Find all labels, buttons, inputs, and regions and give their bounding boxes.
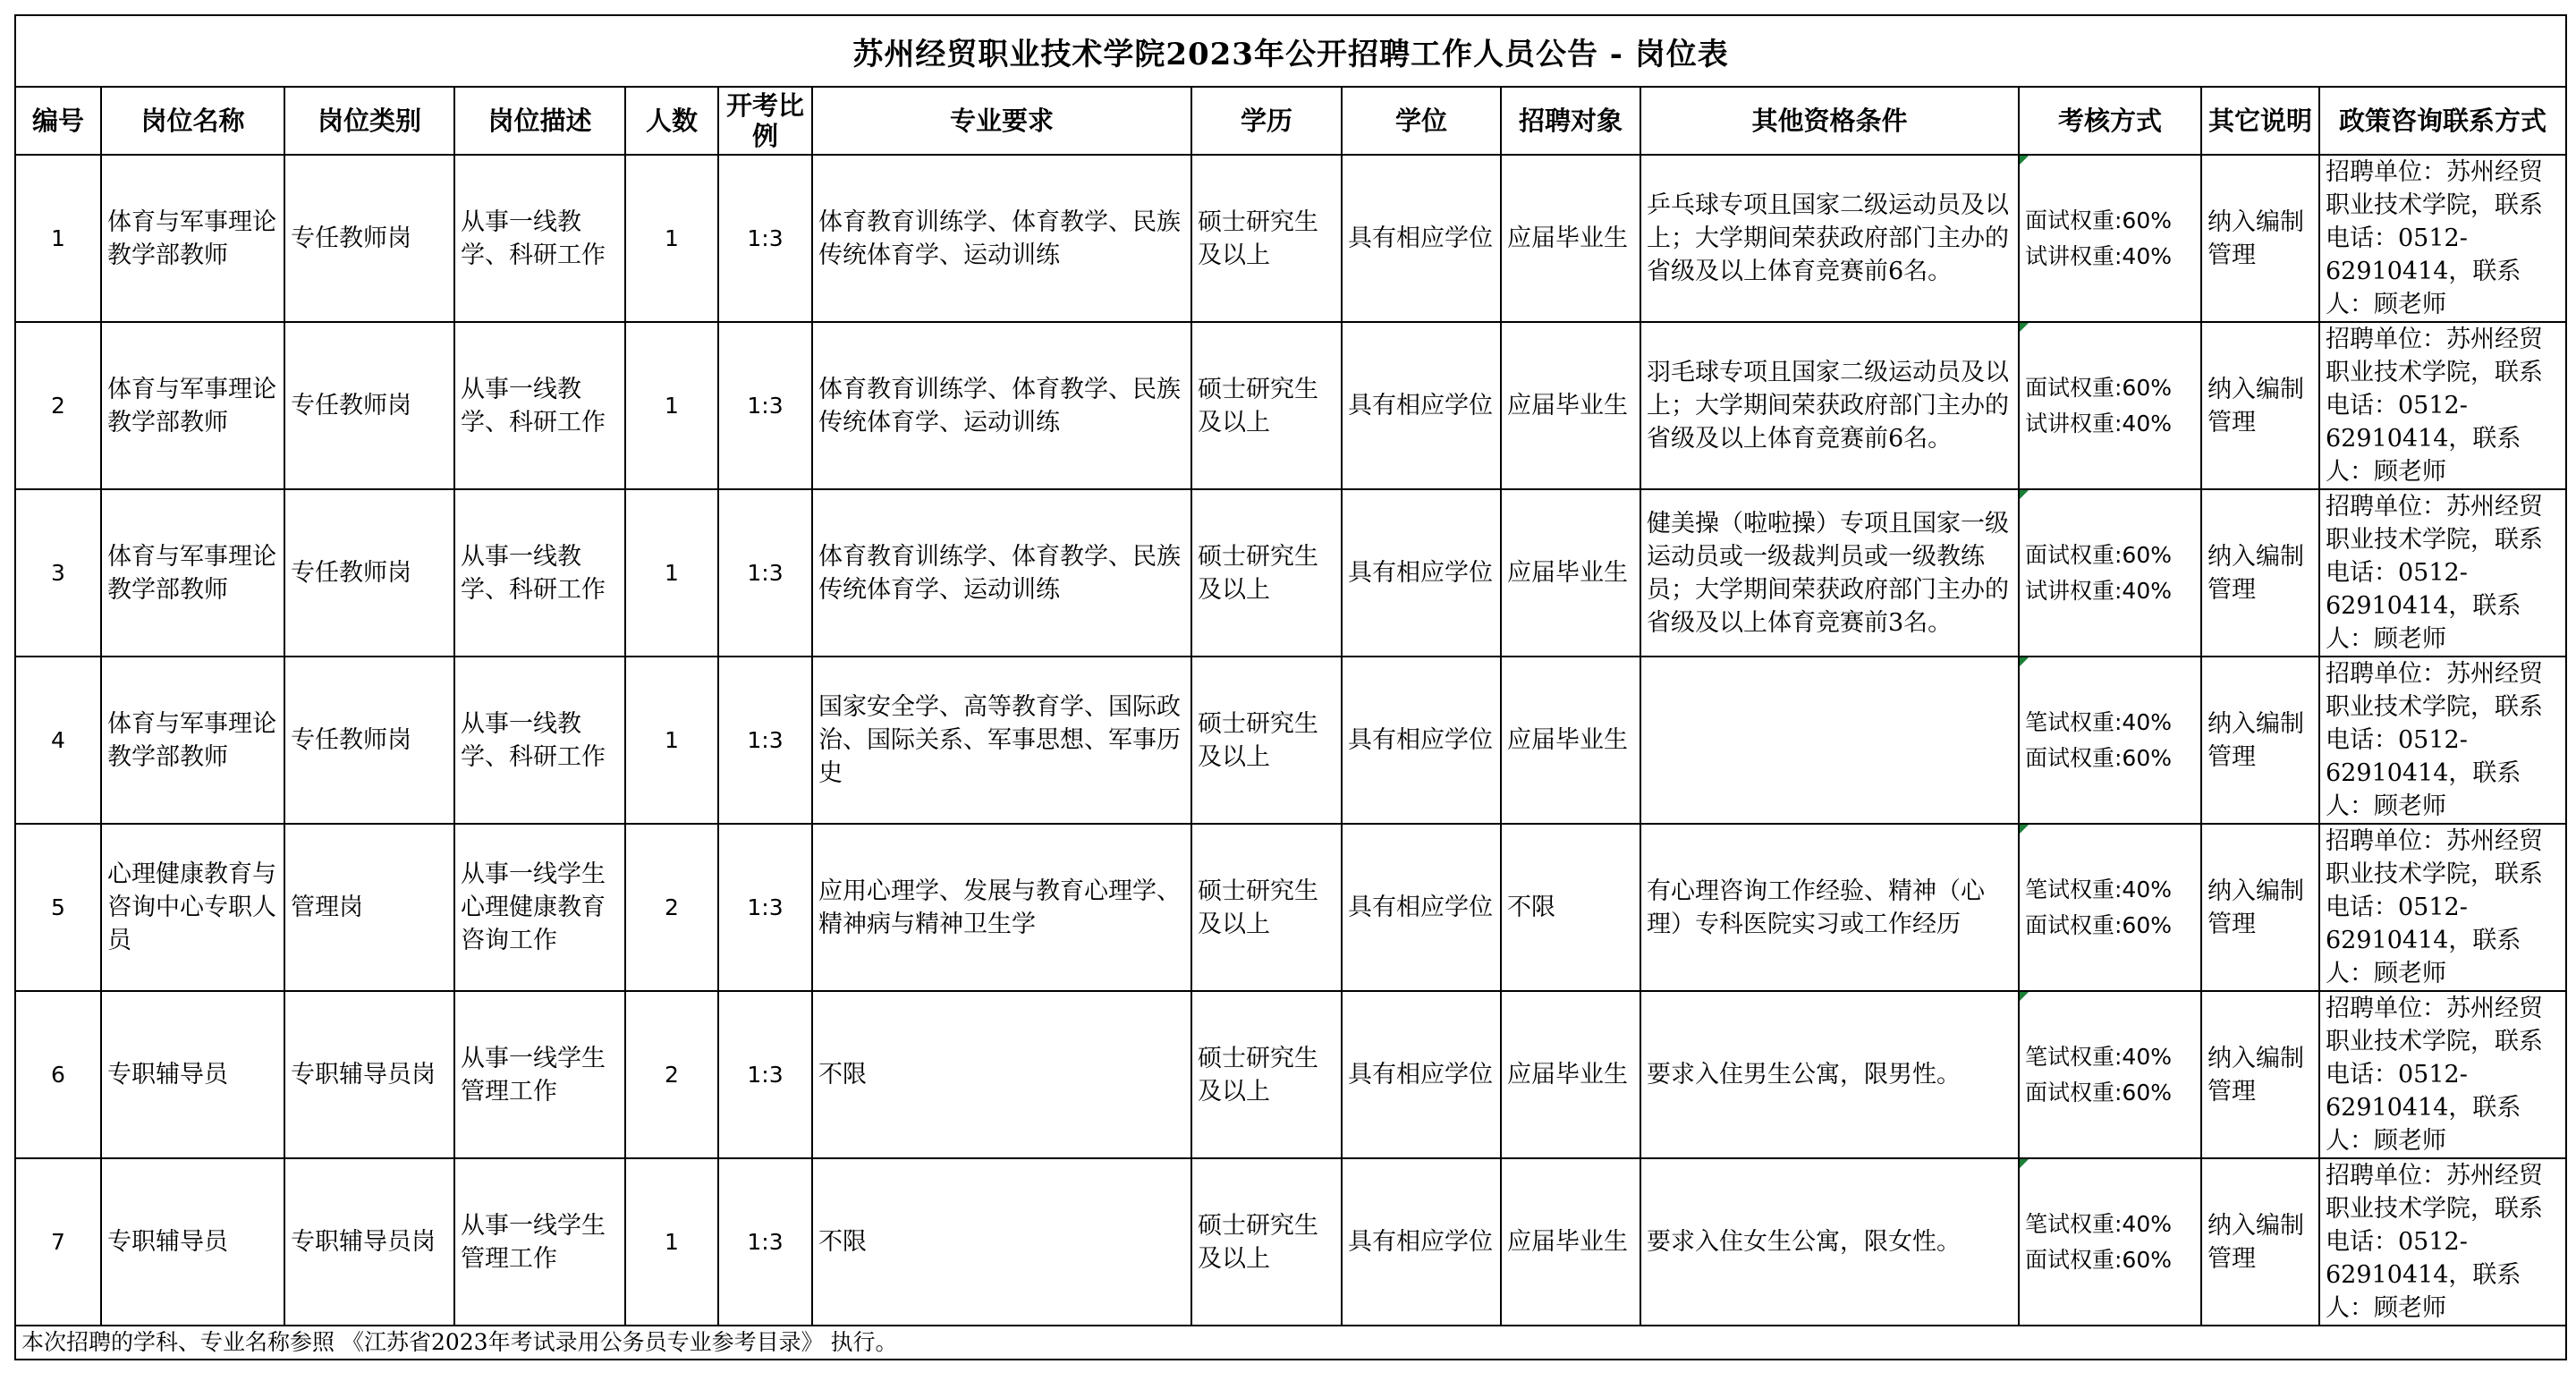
cell-assess <box>2019 155 2201 322</box>
cell-degree: 具有相应学位 <box>1342 155 1501 322</box>
assess-line-1: 面试权重:60% <box>2025 541 2172 568</box>
comment-marker-icon <box>2020 1159 2029 1168</box>
cell-no: 7 <box>15 1158 101 1326</box>
cell-post-type: 管理岗 <box>284 824 454 991</box>
cell-post-type: 专任教师岗 <box>284 322 454 489</box>
table-row <box>15 824 2566 991</box>
cell-post-name: 体育与军事理论教学部教师 <box>101 322 284 489</box>
cell-major: 体育教育训练学、体育教学、民族传统体育学、运动训练 <box>812 322 1191 489</box>
assess-line-1: 面试权重:60% <box>2025 207 2172 233</box>
assess-line-1: 面试权重:60% <box>2025 374 2172 401</box>
cell-post-type: 专任教师岗 <box>284 489 454 657</box>
table-row <box>15 1158 2566 1326</box>
cell-ratio: 1:3 <box>718 322 812 489</box>
cell-post-desc: 从事一线教学、科研工作 <box>454 489 625 657</box>
cell-contact: 招聘单位：苏州经贸职业技术学院，联系电话：0512-62910414，联系人：顾老师 <box>2319 322 2566 489</box>
cell-post-desc: 从事一线学生管理工作 <box>454 1158 625 1326</box>
header-count: 人数 <box>625 87 718 155</box>
assess-line-1: 笔试权重:40% <box>2025 1210 2172 1237</box>
cell-post-desc: 从事一线教学、科研工作 <box>454 657 625 824</box>
cell-remark: 纳入编制管理 <box>2201 489 2319 657</box>
cell-contact: 招聘单位：苏州经贸职业技术学院，联系电话：0512-62910414，联系人：顾老师 <box>2319 1158 2566 1326</box>
cell-degree: 具有相应学位 <box>1342 991 1501 1158</box>
cell-contact: 招聘单位：苏州经贸职业技术学院，联系电话：0512-62910414，联系人：顾老师 <box>2319 657 2566 824</box>
comment-marker-icon <box>2020 156 2029 165</box>
cell-post-name: 体育与军事理论教学部教师 <box>101 489 284 657</box>
cell-post-type: 专任教师岗 <box>284 657 454 824</box>
cell-target: 不限 <box>1501 824 1640 991</box>
cell-post-type: 专任教师岗 <box>284 155 454 322</box>
cell-ratio: 1:3 <box>718 657 812 824</box>
cell-count: 1 <box>625 1158 718 1326</box>
cell-remark: 纳入编制管理 <box>2201 1158 2319 1326</box>
header-education: 学历 <box>1191 87 1342 155</box>
cell-major: 国家安全学、高等教育学、国际政治、国际关系、军事思想、军事历史 <box>812 657 1191 824</box>
header-target: 招聘对象 <box>1501 87 1640 155</box>
cell-post-name: 体育与军事理论教学部教师 <box>101 155 284 322</box>
cell-post-desc: 从事一线学生管理工作 <box>454 991 625 1158</box>
assess-line-2: 面试权重:60% <box>2025 911 2172 938</box>
header-row <box>15 87 2566 155</box>
cell-other: 有心理咨询工作经验、精神（心理）专科医院实习或工作经历 <box>1640 824 2019 991</box>
cell-other: 要求入住女生公寓，限女性。 <box>1640 1158 2019 1326</box>
header-no: 编号 <box>15 87 101 155</box>
cell-other: 要求入住男生公寓，限男性。 <box>1640 991 2019 1158</box>
cell-target: 应届毕业生 <box>1501 991 1640 1158</box>
cell-education: 硕士研究生及以上 <box>1191 489 1342 657</box>
cell-count: 2 <box>625 991 718 1158</box>
table-row <box>15 991 2566 1158</box>
cell-no: 6 <box>15 991 101 1158</box>
header-post-desc: 岗位描述 <box>454 87 625 155</box>
comment-marker-icon <box>2020 992 2029 1001</box>
header-post-name: 岗位名称 <box>101 87 284 155</box>
cell-post-type: 专职辅导员岗 <box>284 991 454 1158</box>
cell-major: 不限 <box>812 991 1191 1158</box>
cell-remark: 纳入编制管理 <box>2201 991 2319 1158</box>
comment-marker-icon <box>2020 490 2029 499</box>
assess-line-2: 面试权重:60% <box>2025 1246 2172 1273</box>
cell-degree: 具有相应学位 <box>1342 1158 1501 1326</box>
cell-education: 硕士研究生及以上 <box>1191 322 1342 489</box>
cell-target: 应届毕业生 <box>1501 657 1640 824</box>
cell-count: 1 <box>625 155 718 322</box>
comment-marker-icon <box>2020 657 2029 666</box>
header-remark: 其它说明 <box>2201 87 2319 155</box>
assess-line-1: 笔试权重:40% <box>2025 708 2172 735</box>
header-other: 其他资格条件 <box>1640 87 2019 155</box>
cell-major: 体育教育训练学、体育教学、民族传统体育学、运动训练 <box>812 155 1191 322</box>
cell-count: 1 <box>625 322 718 489</box>
assess-line-2: 面试权重:60% <box>2025 1079 2172 1106</box>
cell-remark: 纳入编制管理 <box>2201 322 2319 489</box>
table-row <box>15 322 2566 489</box>
comment-marker-icon <box>2020 825 2029 834</box>
cell-major: 应用心理学、发展与教育心理学、精神病与精神卫生学 <box>812 824 1191 991</box>
assess-line-1: 笔试权重:40% <box>2025 876 2172 902</box>
cell-post-name: 体育与军事理论教学部教师 <box>101 657 284 824</box>
cell-no: 5 <box>15 824 101 991</box>
cell-contact: 招聘单位：苏州经贸职业技术学院，联系电话：0512-62910414，联系人：顾老师 <box>2319 489 2566 657</box>
cell-post-desc: 从事一线学生心理健康教育咨询工作 <box>454 824 625 991</box>
cell-degree: 具有相应学位 <box>1342 824 1501 991</box>
cell-post-desc: 从事一线教学、科研工作 <box>454 322 625 489</box>
cell-post-name: 专职辅导员 <box>101 991 284 1158</box>
cell-remark: 纳入编制管理 <box>2201 824 2319 991</box>
table-row <box>15 489 2566 657</box>
cell-ratio: 1:3 <box>718 991 812 1158</box>
cell-ratio: 1:3 <box>718 155 812 322</box>
cell-count: 2 <box>625 824 718 991</box>
assess-line-2: 试讲权重:40% <box>2025 577 2172 604</box>
cell-degree: 具有相应学位 <box>1342 322 1501 489</box>
cell-count: 1 <box>625 489 718 657</box>
header-contact: 政策咨询联系方式 <box>2319 87 2566 155</box>
cell-degree: 具有相应学位 <box>1342 657 1501 824</box>
cell-ratio: 1:3 <box>718 489 812 657</box>
cell-post-name: 专职辅导员 <box>101 1158 284 1326</box>
cell-count: 1 <box>625 657 718 824</box>
cell-assess <box>2019 322 2201 489</box>
cell-assess <box>2019 824 2201 991</box>
cell-target: 应届毕业生 <box>1501 322 1640 489</box>
cell-education: 硕士研究生及以上 <box>1191 155 1342 322</box>
cell-target: 应届毕业生 <box>1501 489 1640 657</box>
cell-major: 体育教育训练学、体育教学、民族传统体育学、运动训练 <box>812 489 1191 657</box>
table-row <box>15 155 2566 322</box>
cell-education: 硕士研究生及以上 <box>1191 657 1342 824</box>
header-ratio: 开考比例 <box>718 87 812 155</box>
cell-no: 3 <box>15 489 101 657</box>
cell-no: 2 <box>15 322 101 489</box>
assess-line-2: 试讲权重:40% <box>2025 242 2172 269</box>
assess-line-2: 试讲权重:40% <box>2025 410 2172 436</box>
cell-remark: 纳入编制管理 <box>2201 155 2319 322</box>
header-major: 专业要求 <box>812 87 1191 155</box>
cell-other <box>1640 657 2019 824</box>
header-degree: 学位 <box>1342 87 1501 155</box>
cell-ratio: 1:3 <box>718 1158 812 1326</box>
assess-line-1: 笔试权重:40% <box>2025 1043 2172 1070</box>
cell-contact: 招聘单位：苏州经贸职业技术学院，联系电话：0512-62910414，联系人：顾老师 <box>2319 991 2566 1158</box>
cell-no: 1 <box>15 155 101 322</box>
cell-other: 羽毛球专项且国家二级运动员及以上；大学期间荣获政府部门主办的省级及以上体育竞赛前6名。 <box>1640 322 2019 489</box>
cell-remark: 纳入编制管理 <box>2201 657 2319 824</box>
assess-line-2: 面试权重:60% <box>2025 744 2172 771</box>
table-title: 苏州经贸职业技术学院2023年公开招聘工作人员公告 - 岗位表 <box>15 15 2566 87</box>
cell-assess <box>2019 1158 2201 1326</box>
footer-note: 本次招聘的学科、专业名称参照 《江苏省2023年考试录用公务员专业参考目录》 执行。 <box>15 1326 2566 1360</box>
cell-target: 应届毕业生 <box>1501 1158 1640 1326</box>
cell-education: 硕士研究生及以上 <box>1191 991 1342 1158</box>
cell-assess <box>2019 489 2201 657</box>
cell-ratio: 1:3 <box>718 824 812 991</box>
header-assess: 考核方式 <box>2019 87 2201 155</box>
cell-contact: 招聘单位：苏州经贸职业技术学院，联系电话：0512-62910414，联系人：顾老师 <box>2319 155 2566 322</box>
cell-other: 乒乓球专项且国家二级运动员及以上；大学期间荣获政府部门主办的省级及以上体育竞赛前6名。 <box>1640 155 2019 322</box>
header-post-type: 岗位类别 <box>284 87 454 155</box>
comment-marker-icon <box>2020 323 2029 332</box>
cell-education: 硕士研究生及以上 <box>1191 824 1342 991</box>
cell-other: 健美操（啦啦操）专项且国家一级运动员或一级裁判员或一级教练员；大学期间荣获政府部门主办的省级及以上体育竞赛前3名。 <box>1640 489 2019 657</box>
cell-degree: 具有相应学位 <box>1342 489 1501 657</box>
cell-no: 4 <box>15 657 101 824</box>
cell-post-name: 心理健康教育与咨询中心专职人员 <box>101 824 284 991</box>
cell-assess <box>2019 991 2201 1158</box>
cell-post-type: 专职辅导员岗 <box>284 1158 454 1326</box>
cell-target: 应届毕业生 <box>1501 155 1640 322</box>
cell-assess <box>2019 657 2201 824</box>
table-row <box>15 657 2566 824</box>
cell-post-desc: 从事一线教学、科研工作 <box>454 155 625 322</box>
cell-education: 硕士研究生及以上 <box>1191 1158 1342 1326</box>
cell-contact: 招聘单位：苏州经贸职业技术学院，联系电话：0512-62910414，联系人：顾老师 <box>2319 824 2566 991</box>
position-table <box>14 14 2567 1360</box>
cell-major: 不限 <box>812 1158 1191 1326</box>
